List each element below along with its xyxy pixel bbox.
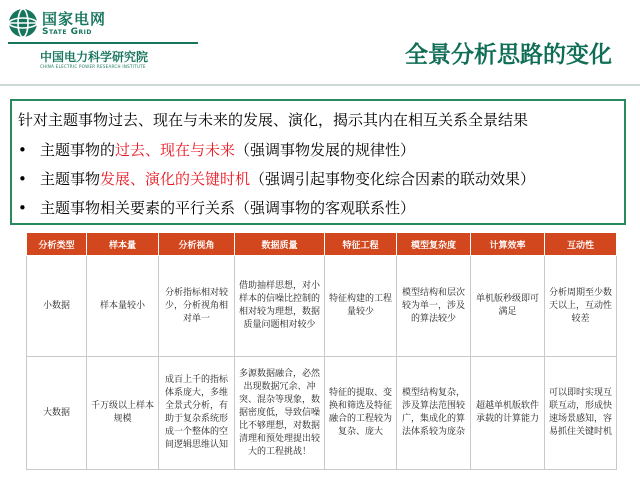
row-label: 大数据: [27, 357, 87, 470]
comparison-table: [26, 232, 617, 470]
table-cell: 多源数据融合，必然出现数据冗余、冲突、混杂等现象，数据密度低，导致信噪比不够理想，对数据清理和预处理提出较大的工程挑战！: [235, 357, 325, 470]
bullet-item: [18, 139, 415, 160]
column-header: 数据质量: [235, 233, 325, 256]
logo-divider: [8, 42, 198, 44]
header-divider: [0, 84, 640, 86]
column-header: 分析视角: [159, 233, 235, 256]
table-cell: 特征构建的工程量较少: [325, 256, 397, 357]
logo-chinese-name: 国家电网: [42, 10, 107, 28]
institute-english-name: CHINA ELECTRIC POWER RESEARCH INSTITUTE: [40, 64, 146, 69]
bullet-text: 主题事物: [40, 170, 101, 188]
bullet-highlight: 发展、演化的关键时机: [100, 170, 251, 188]
table-row: [27, 357, 617, 470]
bullet-dot-icon: •: [18, 170, 27, 188]
column-header: 模型复杂度: [397, 233, 471, 256]
table-cell: 样本量较小: [87, 256, 159, 357]
table-cell: 模型结构复杂，涉及算法范围较广，集成化的算法体系较为庞杂: [397, 357, 471, 470]
table-cell: 借助抽样思想，对小样本的信噪比控制的相对较为理想，数据质量问题相对较少: [235, 256, 325, 357]
table-cell: 分析指标相对较少，分析视角相对单一: [159, 256, 235, 357]
bullet-note: （强调事物发展的规律性）: [235, 141, 416, 159]
bullet-highlight: 过去、现在与未来: [115, 141, 236, 159]
bullet-text: 主题事物相关要素的平行关系（强调事物的客观联系性）: [40, 199, 416, 217]
table-cell: 模型结构和层次较为单一，涉及的算法较少: [397, 256, 471, 357]
table-cell: 超越单机版软件承载的计算能力: [471, 357, 545, 470]
bullet-dot-icon: •: [18, 141, 27, 159]
table-cell: 单机版秒级即可满足: [471, 256, 545, 357]
summary-statement: 针对主题事物过去、现在与未来的发展、演化，揭示其内在相互关系全景结果: [18, 111, 529, 129]
logo-english-name: State Grid: [42, 27, 92, 37]
column-header: 样本量: [87, 233, 159, 256]
column-header: 分析类型: [27, 233, 87, 256]
table-cell: 千万级以上样本规模: [87, 357, 159, 470]
bullet-item: [18, 197, 415, 218]
table-cell: 分析周期至少数天以上，互动性较差: [545, 256, 617, 357]
row-label: 小数据: [27, 256, 87, 357]
table-cell: 成百上千的指标体系庞大，多维全景式分析，有助于复杂系统形成一个整体的空间逻辑思维认知: [159, 357, 235, 470]
bullet-note: （强调引起事物变化综合因素的联动效果）: [250, 170, 536, 188]
bullet-dot-icon: •: [18, 199, 27, 217]
bullet-item: [18, 168, 535, 189]
column-header: 计算效率: [471, 233, 545, 256]
column-header: 特征工程: [325, 233, 397, 256]
table-row: [27, 256, 617, 357]
table-cell: 可以即时实现互联互动，形成快速场景感知，容易抓住关键时机: [545, 357, 617, 470]
summary-box: [10, 99, 626, 225]
slide-header: [0, 0, 640, 82]
page-title: 全景分析思路的变化: [405, 42, 612, 68]
state-grid-logo-icon: [8, 8, 38, 38]
institute-chinese-name: 中国电力科学研究院: [40, 50, 149, 64]
bullet-text: 主题事物的: [40, 141, 116, 159]
table-header-row: [27, 233, 617, 256]
table-cell: 特征的提取、变换和筛选及特征融合的工程较为复杂、庞大: [325, 357, 397, 470]
column-header: 互动性: [545, 233, 617, 256]
